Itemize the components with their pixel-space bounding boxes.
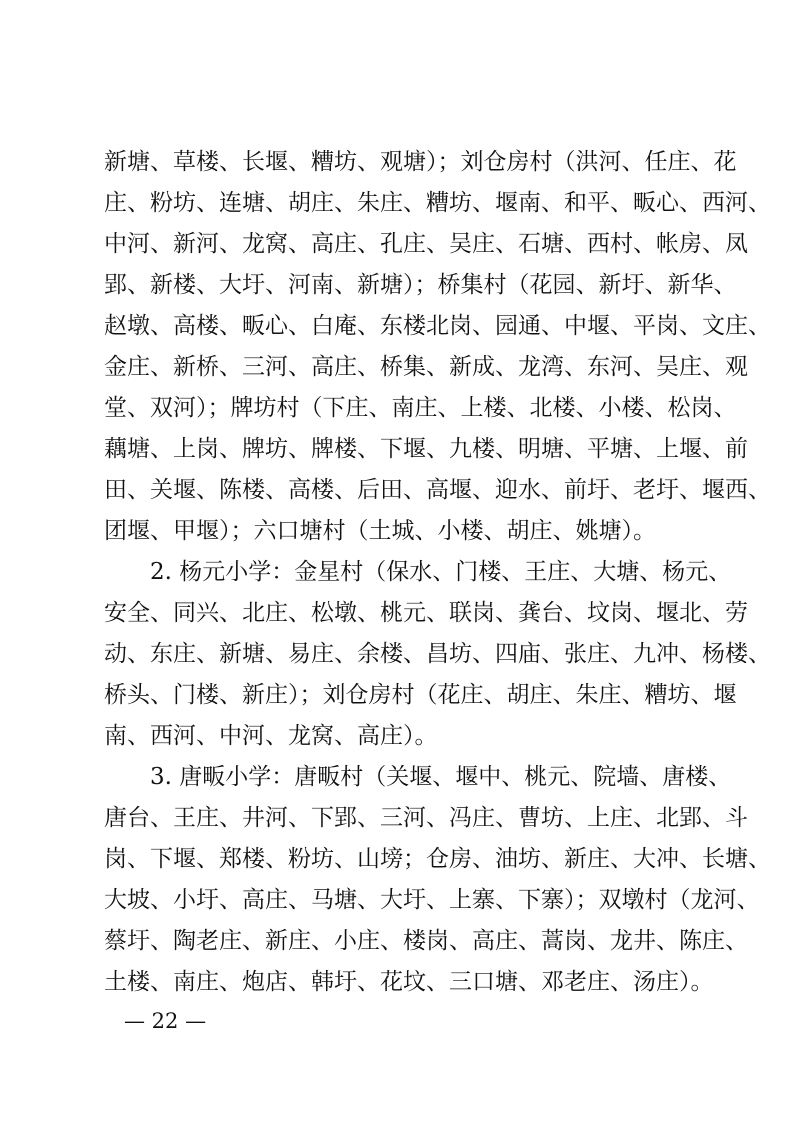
- text-line-2: 庄、粉坊、连塘、胡庄、朱庄、糟坊、堰南、和平、畈心、西河、: [104, 190, 771, 216]
- text-line-20: 蔡圩、陶老庄、新庄、小庄、楼岗、高庄、蒿岗、龙井、陈庄、: [104, 928, 748, 954]
- text-line-18: 岗、下堰、郑楼、粉坊、山塝；仓房、油坊、新庄、大冲、长塘、: [104, 846, 771, 872]
- text-line-3: 中河、新河、龙窝、高庄、孔庄、吴庄、石塘、西村、帐房、凤: [104, 231, 748, 257]
- text-line-14: 桥头、门楼、新庄）；刘仓房村（花庄、胡庄、朱庄、糟坊、堰: [104, 682, 737, 708]
- text-line-9: 田、关堰、陈楼、高楼、后田、高堰、迎水、前圩、老圩、堰西、: [104, 477, 771, 503]
- text-line-11: 2. 杨元小学：金星村（保水、门楼、王庄、大塘、杨元、: [150, 559, 732, 585]
- page-number: — 22 —: [124, 1009, 207, 1033]
- text-line-21: 土楼、南庄、炮店、韩圩、花坟、三口塘、邓老庄、汤庄）。: [104, 969, 714, 995]
- text-line-15: 南、西河、中河、龙窝、高庄）。: [104, 723, 438, 749]
- text-line-6: 金庄、新桥、三河、高庄、桥集、新成、龙湾、东河、吴庄、观: [104, 354, 748, 380]
- text-line-1: 新塘、草楼、长堰、糟坊、观塘）；刘仓房村（洪河、任庄、花: [104, 149, 737, 175]
- text-line-16: 3. 唐畈小学：唐畈村（关堰、堰中、桃元、院墙、唐楼、: [150, 764, 732, 790]
- text-line-12: 安全、同兴、北庄、松墩、桃元、联岗、龚台、坟岗、堰北、劳: [104, 600, 748, 626]
- text-line-17: 唐台、王庄、井河、下郢、三河、冯庄、曹坊、上庄、北郢、斗: [104, 805, 748, 831]
- text-line-10: 团堰、甲堰）；六口塘村（土城、小楼、胡庄、姚塘）。: [104, 518, 656, 544]
- text-line-5: 赵墩、高楼、畈心、白庵、东楼北岗、园通、中堰、平岗、文庄、: [104, 313, 771, 339]
- text-line-19: 大坡、小圩、高庄、马塘、大圩、上寨、下寨）；双墩村（龙河、: [104, 887, 760, 913]
- text-line-4: 郢、新楼、大圩、河南、新塘）；桥集村（花园、新圩、新华、: [104, 272, 737, 298]
- text-line-13: 动、东庄、新塘、易庄、余楼、昌坊、四庙、张庄、九冲、杨楼、: [104, 641, 771, 667]
- text-line-8: 藕塘、上岗、牌坊、牌楼、下堰、九楼、明塘、平塘、上堰、前: [104, 436, 748, 462]
- text-line-7: 堂、双河）；牌坊村（下庄、南庄、上楼、北楼、小楼、松岗、: [104, 395, 737, 421]
